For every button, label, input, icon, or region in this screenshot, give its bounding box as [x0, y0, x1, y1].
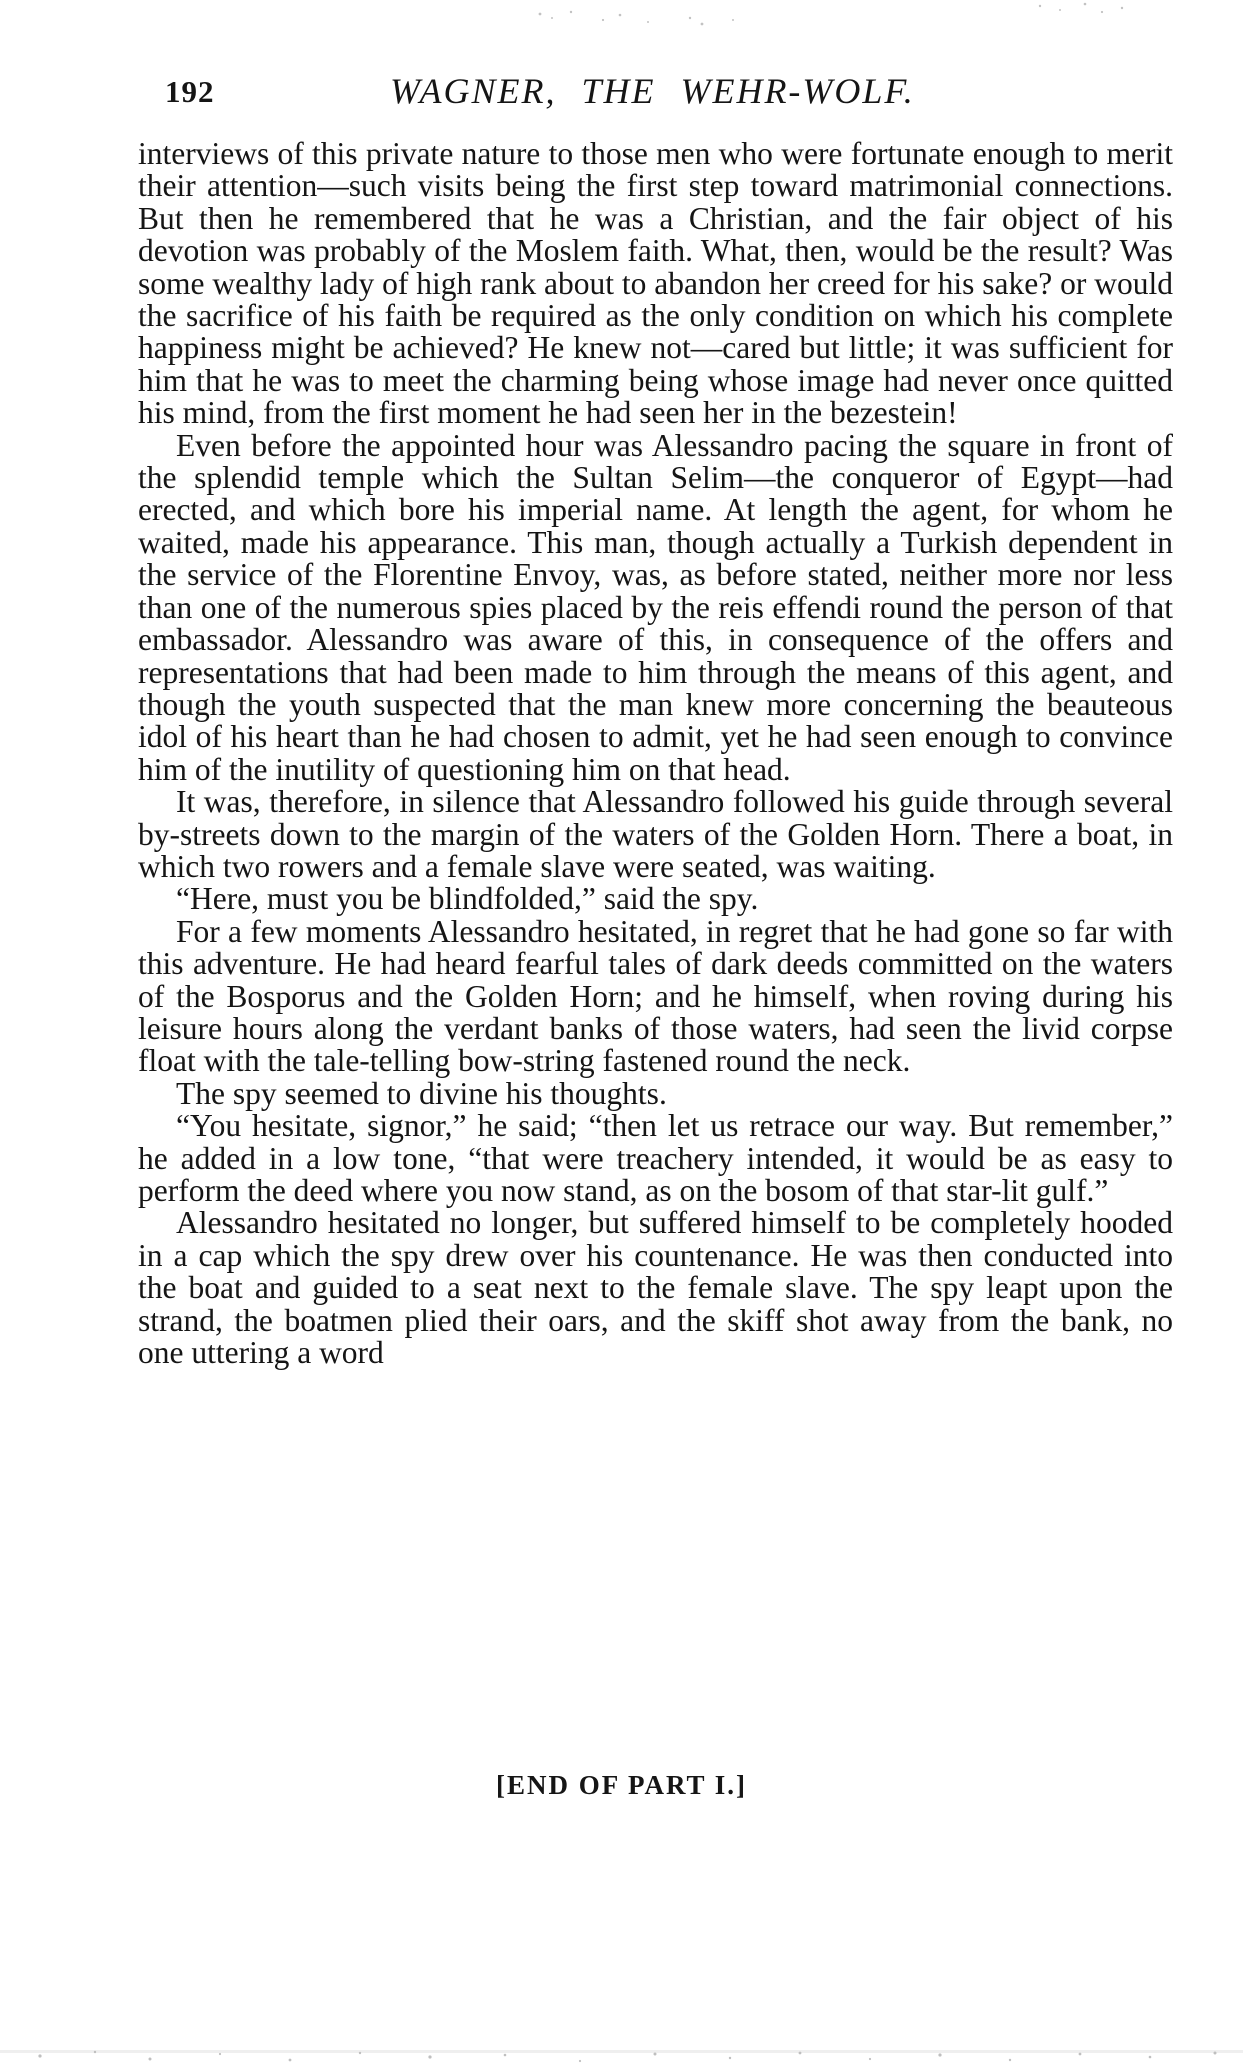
paragraph-continued: interviews of this private nature to those men who were fortunate enough to merit their attention—such visits being the first step toward matrimonial connections. But then he remembered that he was a Christian, and the fair object of his devotion was probably of the Moslem faith. What, then, would be the result? Was some wealthy lady of high rank about to abandon her creed for his sake? or would the sacrifice of his faith be required as the only condition on which his complete happiness might be achieved? He knew not—cared but little; it was sufficient for him that he was to meet the charming being whose image had never once quitted his mind, from the first moment he had seen her in the bezestein! — [138, 136, 1173, 431]
body-text — [138, 138, 1173, 1369]
paragraph: Even before the appointed hour was Alessandro pacing the square in front of the splendid temple which the Sultan Selim—the conqueror of Egypt—had erected, and which bore his imperial name. At length the agent, for whom he waited, made his appearance. This man, though actually a Turkish dependent in the service of the Florentine Envoy, was, as before stated, neither more nor less than one of the numerous spies placed by the reis effendi round the person of that embassador. Alessandro was aware of this, in consequence of the offers and representations that had been made to him through the means of this agent, and though the youth suspected that the man knew more concerning the beauteous idol of his heart than he had chosen to admit, yet he had seen enough to convince him of the inutility of questioning him on that head. — [138, 427, 1173, 787]
paragraph: It was, therefore, in silence that Alessandro followed his guide through several by-streets down to the margin of the waters of the Golden Horn. There a boat, in which two rowers and a female slave were seated, was waiting. — [138, 784, 1173, 884]
running-head — [165, 70, 1010, 118]
paragraph: The spy seemed to divine his thoughts. — [176, 1075, 667, 1111]
paragraph: Alessandro hesitated no longer, but suffered himself to be completely hooded in a cap which the spy drew over his countenance. He was then conducted into the boat and guided to a seat next to the female slave. The spy leapt upon the strand, the boatmen plied their oars, and the skiff shot away from the bank, no one uttering a word — [138, 1205, 1173, 1371]
paragraph: “You hesitate, signor,” he said; “then let us retrace our way. But remember,” he added in a low tone, “that were treachery intended, it would be as easy to perform the deed where you now stand, as on the bosom of that star-lit gulf.” — [138, 1108, 1173, 1208]
scan-noise-top — [0, 0, 1243, 40]
scan-noise-bottom — [0, 2026, 1243, 2066]
page-number: 192 — [165, 74, 215, 109]
paragraph: “Here, must you be blindfolded,” said the spy. — [176, 881, 759, 917]
paragraph: For a few moments Alessandro hesitated, in regret that he had gone so far with this adventure. He had heard fearful tales of dark deeds committed on the waters of the Bosporus and the Golden Horn; and he himself, when roving during his leisure hours along the verdant banks of those waters, had seen the livid corpse float with the tale-telling bow-string fastened round the neck. — [138, 913, 1173, 1079]
end-of-part-marker: [END OF PART I.] — [495, 1770, 748, 1800]
running-title: WAGNER, THE WEHR-WOLF. — [390, 71, 915, 111]
